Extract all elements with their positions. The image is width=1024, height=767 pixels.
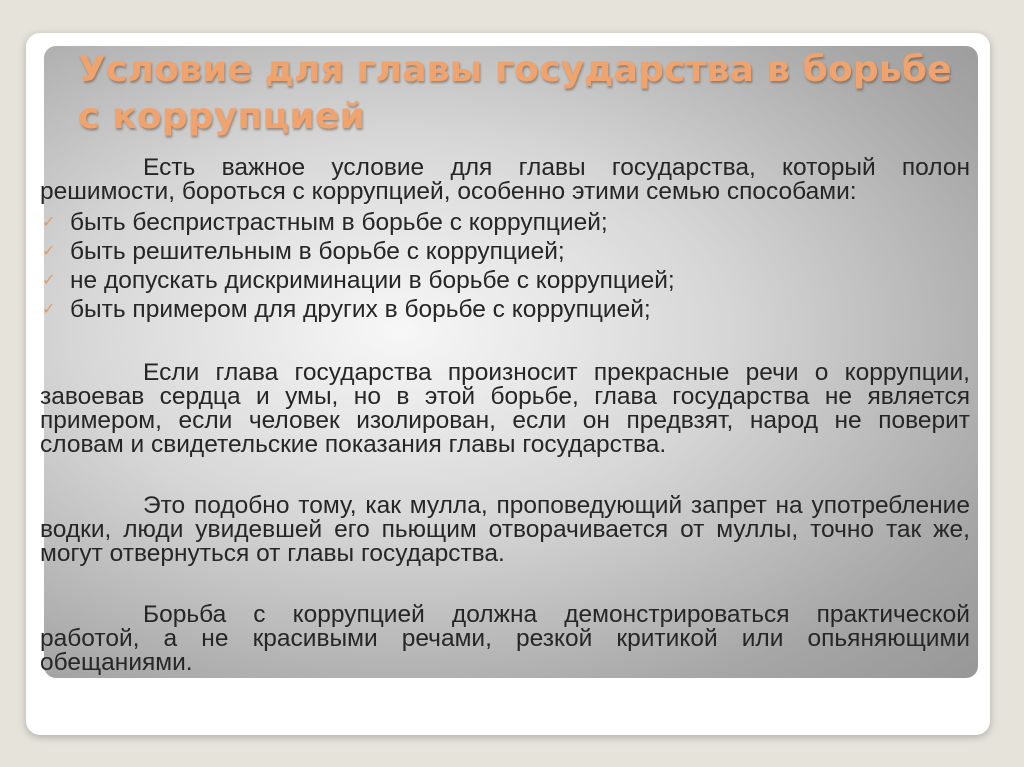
- paragraph-conclusion: Борьба с коррупцией должна демонстрироваться практической работой, а не красивыми речами, резкой критикой или опьяняющими обещаниями.: [40, 601, 970, 676]
- list-item: [40, 295, 970, 324]
- slide-title: Условие для главы государства в борьбе с коррупцией: [78, 49, 952, 137]
- paragraph-analogy: Это подобно тому, как мулла, проповедующий запрет на употребление водки, люди увидевшей его пьющим отворачивается от муллы, точно так же, могут отвернуться от главы государства.: [40, 492, 970, 567]
- bullet-list: [40, 208, 970, 324]
- bullet-text: быть беспристрастным в борьбе с коррупцией;: [70, 209, 608, 236]
- checkmark-icon: ✓: [42, 272, 56, 289]
- checkmark-icon: ✓: [42, 243, 56, 260]
- slide-body: [40, 156, 970, 675]
- list-item: [40, 266, 970, 295]
- list-item: [40, 208, 970, 237]
- bullet-text: не допускать дискриминации в борьбе с коррупцией;: [70, 267, 675, 294]
- intro-paragraph: Есть важное условие для главы государства, который полон решимости, бороться с коррупцией, особенно этими семью способами:: [40, 154, 970, 205]
- checkmark-icon: ✓: [42, 214, 56, 231]
- bullet-text: быть решительным в борьбе с коррупцией;: [70, 238, 565, 265]
- list-item: [40, 237, 970, 266]
- bullet-text: быть примером для других в борьбе с коррупцией;: [70, 296, 651, 323]
- paragraph-example: Если глава государства произносит прекрасные речи о коррупции, завоевав сердца и умы, но в этой борьбе, глава государства не является примером, если человек изолирован, если он предвзят, народ не поверит словам и свидетельские показания главы государства.: [40, 359, 970, 458]
- checkmark-icon: ✓: [42, 301, 56, 318]
